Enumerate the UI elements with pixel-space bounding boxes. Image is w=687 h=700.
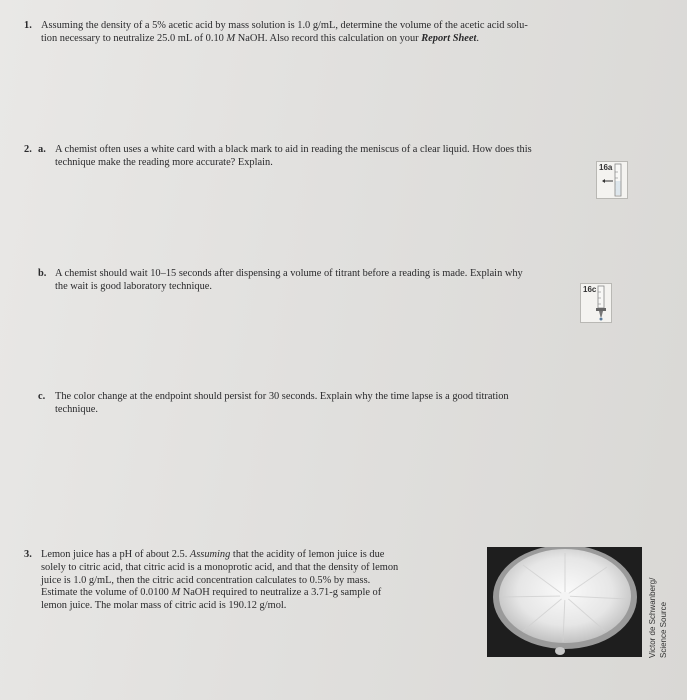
question-3-number: 3. xyxy=(24,549,32,560)
question-3-line-3: juice is 1.0 g/mL, then the citric acid concentration calculates to 0.5% by mass. xyxy=(41,574,371,586)
question-2a xyxy=(38,144,658,174)
reference-tag-16a xyxy=(596,161,628,199)
buret-stopcock-icon xyxy=(581,284,611,322)
reference-tag-16a-label: 16a xyxy=(599,163,613,172)
lemon-slice-image xyxy=(487,547,642,657)
buret-meniscus-icon xyxy=(597,162,627,198)
question-1-line-1: Assuming the density of a 5% acetic acid by mass solution is 1.0 g/mL, determine the volume of the acetic acid solu- xyxy=(41,20,528,31)
question-3 xyxy=(24,549,479,624)
question-2b-line-1: A chemist should wait 10–15 seconds after dispensing a volume of titrant before a reading is made. Explain why xyxy=(55,268,523,279)
question-1-number: 1. xyxy=(24,20,32,31)
question-2a-line-1: A chemist often uses a white card with a black mark to aid in reading the meniscus of a clear liquid. How does this xyxy=(55,144,532,155)
question-2c-line-2: technique. xyxy=(55,403,98,415)
question-3-line-2: solely to citric acid, that citric acid is a monoprotic acid, and that the density of lemon xyxy=(41,561,399,573)
photo-credit xyxy=(646,558,672,658)
question-2a-label: a. xyxy=(38,144,46,155)
question-2b-line-2: the wait is good laboratory technique. xyxy=(55,280,212,292)
question-2c-line-1: The color change at the endpoint should persist for 30 seconds. Explain why the time lapse is a good titration xyxy=(55,391,509,402)
question-2 xyxy=(24,144,664,444)
question-2b xyxy=(38,268,658,298)
question-1-line-2: tion necessary to neutralize 25.0 mL of 0.10 M NaOH. Also record this calculation on your Report Sheet. xyxy=(41,32,479,44)
question-2b-label: b. xyxy=(38,268,47,279)
reference-tag-16c xyxy=(580,283,612,323)
question-2c-label: c. xyxy=(38,391,46,402)
question-3-line-1: Lemon juice has a pH of about 2.5. Assuming that the acidity of lemon juice is due xyxy=(41,549,385,560)
photo-credit-line-2: Science Source xyxy=(659,601,668,658)
question-3-line-4: Estimate the volume of 0.0100 M NaOH required to neutralize a 3.71-g sample of xyxy=(41,587,382,599)
reference-tag-16c-label: 16c xyxy=(583,285,597,294)
photo-credit-line-1: Victor de Schwanberg/ xyxy=(648,577,657,658)
question-2a-line-2: technique make the reading more accurate? Explain. xyxy=(55,156,273,168)
question-2-number: 2. xyxy=(24,144,32,155)
lemon-slice-photo xyxy=(487,547,642,657)
question-1 xyxy=(24,20,634,50)
question-3-line-5: lemon juice. The molar mass of citric acid is 190.12 g/mol. xyxy=(41,600,287,612)
question-2c xyxy=(38,391,658,421)
